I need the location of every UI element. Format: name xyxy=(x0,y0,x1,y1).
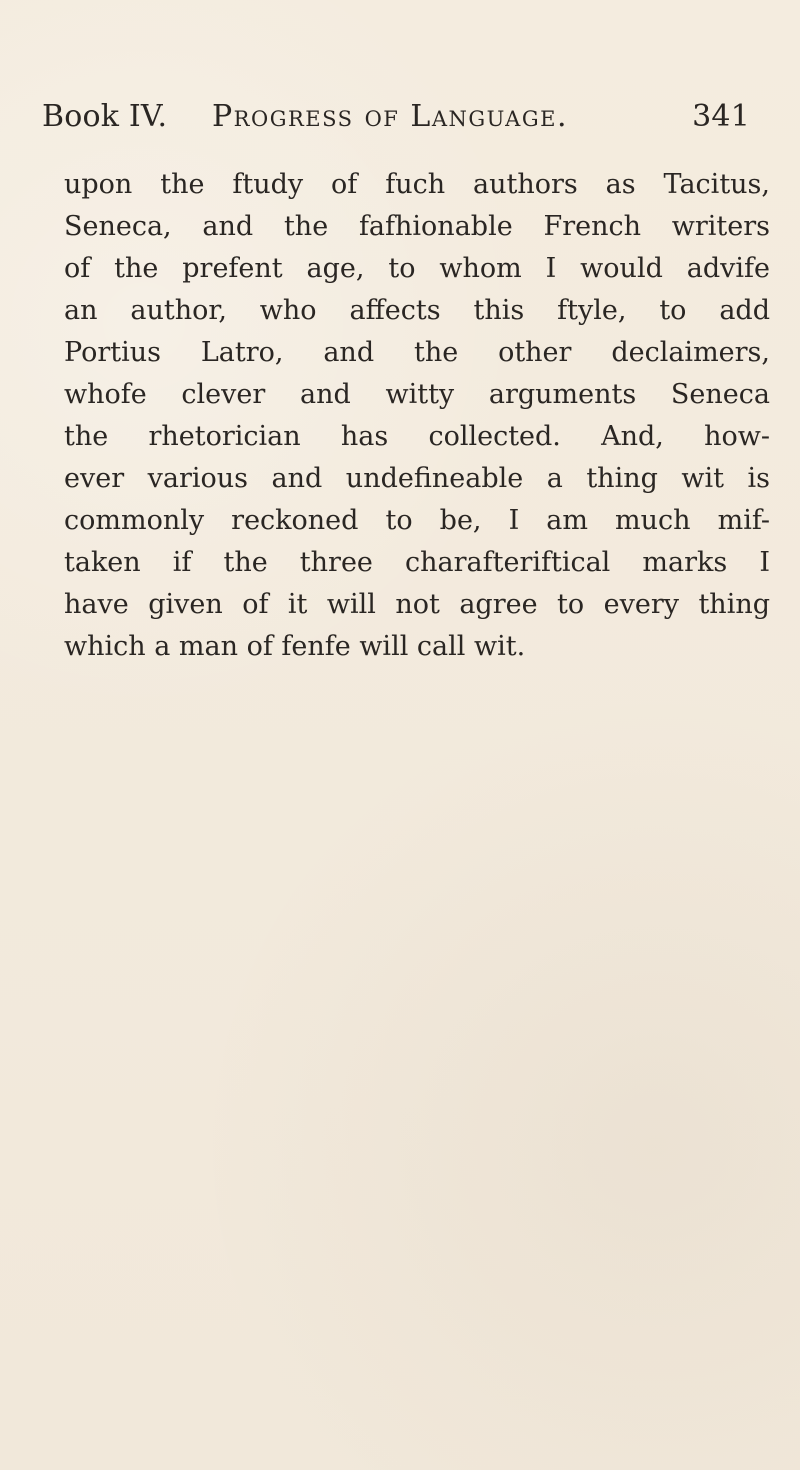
text-line: Seneca, and the fafhionable French writers xyxy=(64,211,770,242)
text-line: the rhetorician has collected. And, how- xyxy=(64,421,770,452)
text-line: whofe clever and witty arguments Seneca xyxy=(64,379,770,410)
text-line: upon the ftudy of fuch authors as Tacitus, xyxy=(64,169,770,200)
text-line: taken if the three charafteriftical marks I xyxy=(64,547,770,578)
text-line: of the prefent age, to whom I would advife xyxy=(64,253,770,284)
page-text xyxy=(64,164,770,668)
book-label: Book IV. xyxy=(42,99,168,134)
text-line: which a man of fenfe will call wit. xyxy=(64,631,526,662)
page-number: 341 xyxy=(692,99,750,134)
text-line: ever various and undefineable a thing wit is xyxy=(64,463,770,494)
running-title: Progress of Language. xyxy=(212,99,568,134)
text-line: have given of it will not agree to every thing xyxy=(64,589,770,620)
text-line: an author, who affects this ftyle, to add xyxy=(64,295,770,326)
text-line: Portius Latro, and the other declaimers, xyxy=(64,337,770,368)
text-line: commonly reckoned to be, I am much mif- xyxy=(64,505,770,536)
page-header xyxy=(42,94,750,140)
